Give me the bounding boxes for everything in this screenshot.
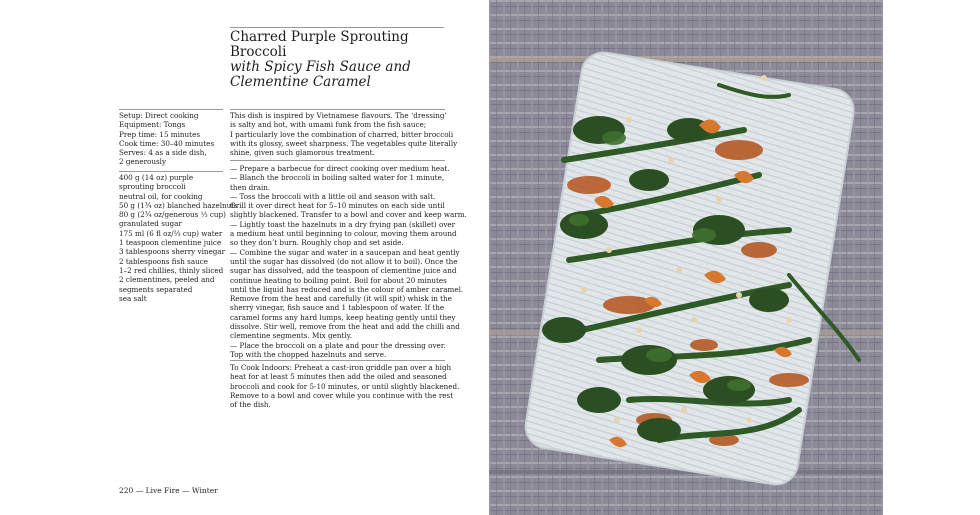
recipe-meta [119,111,223,167]
method-line: clementine segments. Mix gently. [230,331,353,341]
cook-indoors-note [230,363,460,410]
ingredient-line: 2 clementines, peeled and [119,275,215,285]
ingredient-line: 50 g (1¾ oz) blanched hazelnuts [119,200,238,210]
recipe-title: Charred Purple Sprouting Broccoli [230,29,409,60]
method-line: dissolve. Stir well, remove from the heat and add the chilli and [230,322,460,332]
intro-top-rule [230,109,445,110]
intro-line: This dish is inspired by Vietnamese flavours. The ‘dressing’ [230,111,447,120]
method-line: Top with the chopped hazelnuts and serve. [230,349,387,359]
method-top-rule [230,160,445,161]
meta-line: Cook time: 30–40 minutes [119,138,215,148]
ingredient-line: sprouting broccoli [119,182,186,192]
method-line: Remove from the heat and carefully (it will spit) whisk in the [230,294,452,304]
method-line: — Combine the sugar and water in a saucepan and heat gently [230,247,460,257]
indoors-top-rule [230,360,445,361]
meta-line: Serves: 4 as a side dish, [119,148,207,158]
recipe-intro [230,111,458,158]
method-line: sugar has dissolved, add the teaspoon of clementine juice and [230,266,457,276]
ingredient-line: 80 g (2¾ oz/generous ⅓ cup) [119,210,226,220]
ingredients-top-rule [119,171,223,172]
ingredient-line: sea salt [119,293,147,303]
ingredient-line: 175 ml (6 fl oz/⅔ cup) water [119,228,223,238]
indoors-line: To Cook Indoors: Preheat a cast-iron griddle pan over a high [230,363,452,372]
indoors-line: Remove to a bowl and cover while you continue with the rest [230,390,454,400]
indoors-line: broccoli and cook for 5-10 minutes, or until slightly blackened. [230,381,460,391]
meta-line: 2 generously [119,157,167,167]
method-line: — Toss the broccoli with a little oil and season with salt. [230,191,436,201]
recipe-method [230,164,467,359]
recipe-title-block [230,27,444,90]
meta-line: Setup: Direct cooking [119,111,199,120]
meta-line: Prep time: 15 minutes [119,129,201,139]
ingredient-line: neutral oil, for cooking [119,191,203,201]
method-line: — Blanch the broccoli in boiling salted water for 1 minute, [230,173,445,183]
indoors-line: heat for at least 5 minutes then add the oiled and seasoned [230,372,447,382]
intro-line: I particularly love the combination of charred, bitter broccoli [230,129,454,139]
ingredient-line: 400 g (14 oz) purple [119,173,194,182]
food-photo [489,0,883,515]
method-line: until the liquid has reduced and is the colour of amber caramel. [230,284,464,294]
ingredients-list [119,173,238,303]
method-line: continue heating to boiling point. Boil for about 20 minutes [230,275,447,285]
method-line: a medium heat until beginning to colour, moving them around [230,229,457,239]
intro-line: with its glossy, sweet sharpness. The vegetables quite literally [230,138,458,148]
ingredient-line: 3 tablespoons sherry vinegar [119,247,226,257]
recipe-page [0,0,489,515]
method-line: — Prepare a barbecue for direct cooking over medium heat. [230,164,450,173]
method-line: — Lightly toast the hazelnuts in a dry frying pan (skillet) over [230,219,456,229]
method-line: Grill it over direct heat for 5–10 minutes on each side until [230,201,445,211]
recipe-subtitle [230,60,444,90]
ingredient-line: segments separated [119,284,193,294]
ingredient-line: 1–2 red chillies, thinly sliced [119,265,224,275]
subtitle-line: Clementine Caramel [230,74,371,90]
method-line: until the sugar has dissolved (do not allow it to boil). Once the [230,256,458,266]
method-line: — Place the broccoli on a plate and pour the dressing over. [230,340,446,350]
method-line: slightly blackened. Transfer to a bowl and cover and keep warm. [230,210,467,220]
method-line: then drain. [230,182,271,192]
intro-line: is salty and hot, with umami funk from the fish sauce; [230,120,427,130]
ingredient-line: 1 teaspoon clementine juice [119,238,222,248]
method-line: caramel forms any hard lumps, keep heating gently until they [230,312,456,322]
intro-line: shine, given such glamorous treatment. [230,148,375,158]
ingredient-line: 2 tablespoons fish sauce [119,256,209,266]
broccoli-plate-illustration [489,0,883,515]
method-line: so they don’t burn. Roughly chop and set aside. [230,238,404,248]
meta-top-rule [119,109,223,110]
ingredient-line: granulated sugar [119,219,182,229]
meta-line: Equipment: Tongs [119,120,186,130]
method-line: sherry vinegar, fish sauce and 1 tablespoon of water. If the [230,303,445,313]
indoors-line: of the dish. [230,400,271,410]
page-folio: 220 — Live Fire — Winter [119,486,218,495]
subtitle-line: with Spicy Fish Sauce and [230,59,411,75]
